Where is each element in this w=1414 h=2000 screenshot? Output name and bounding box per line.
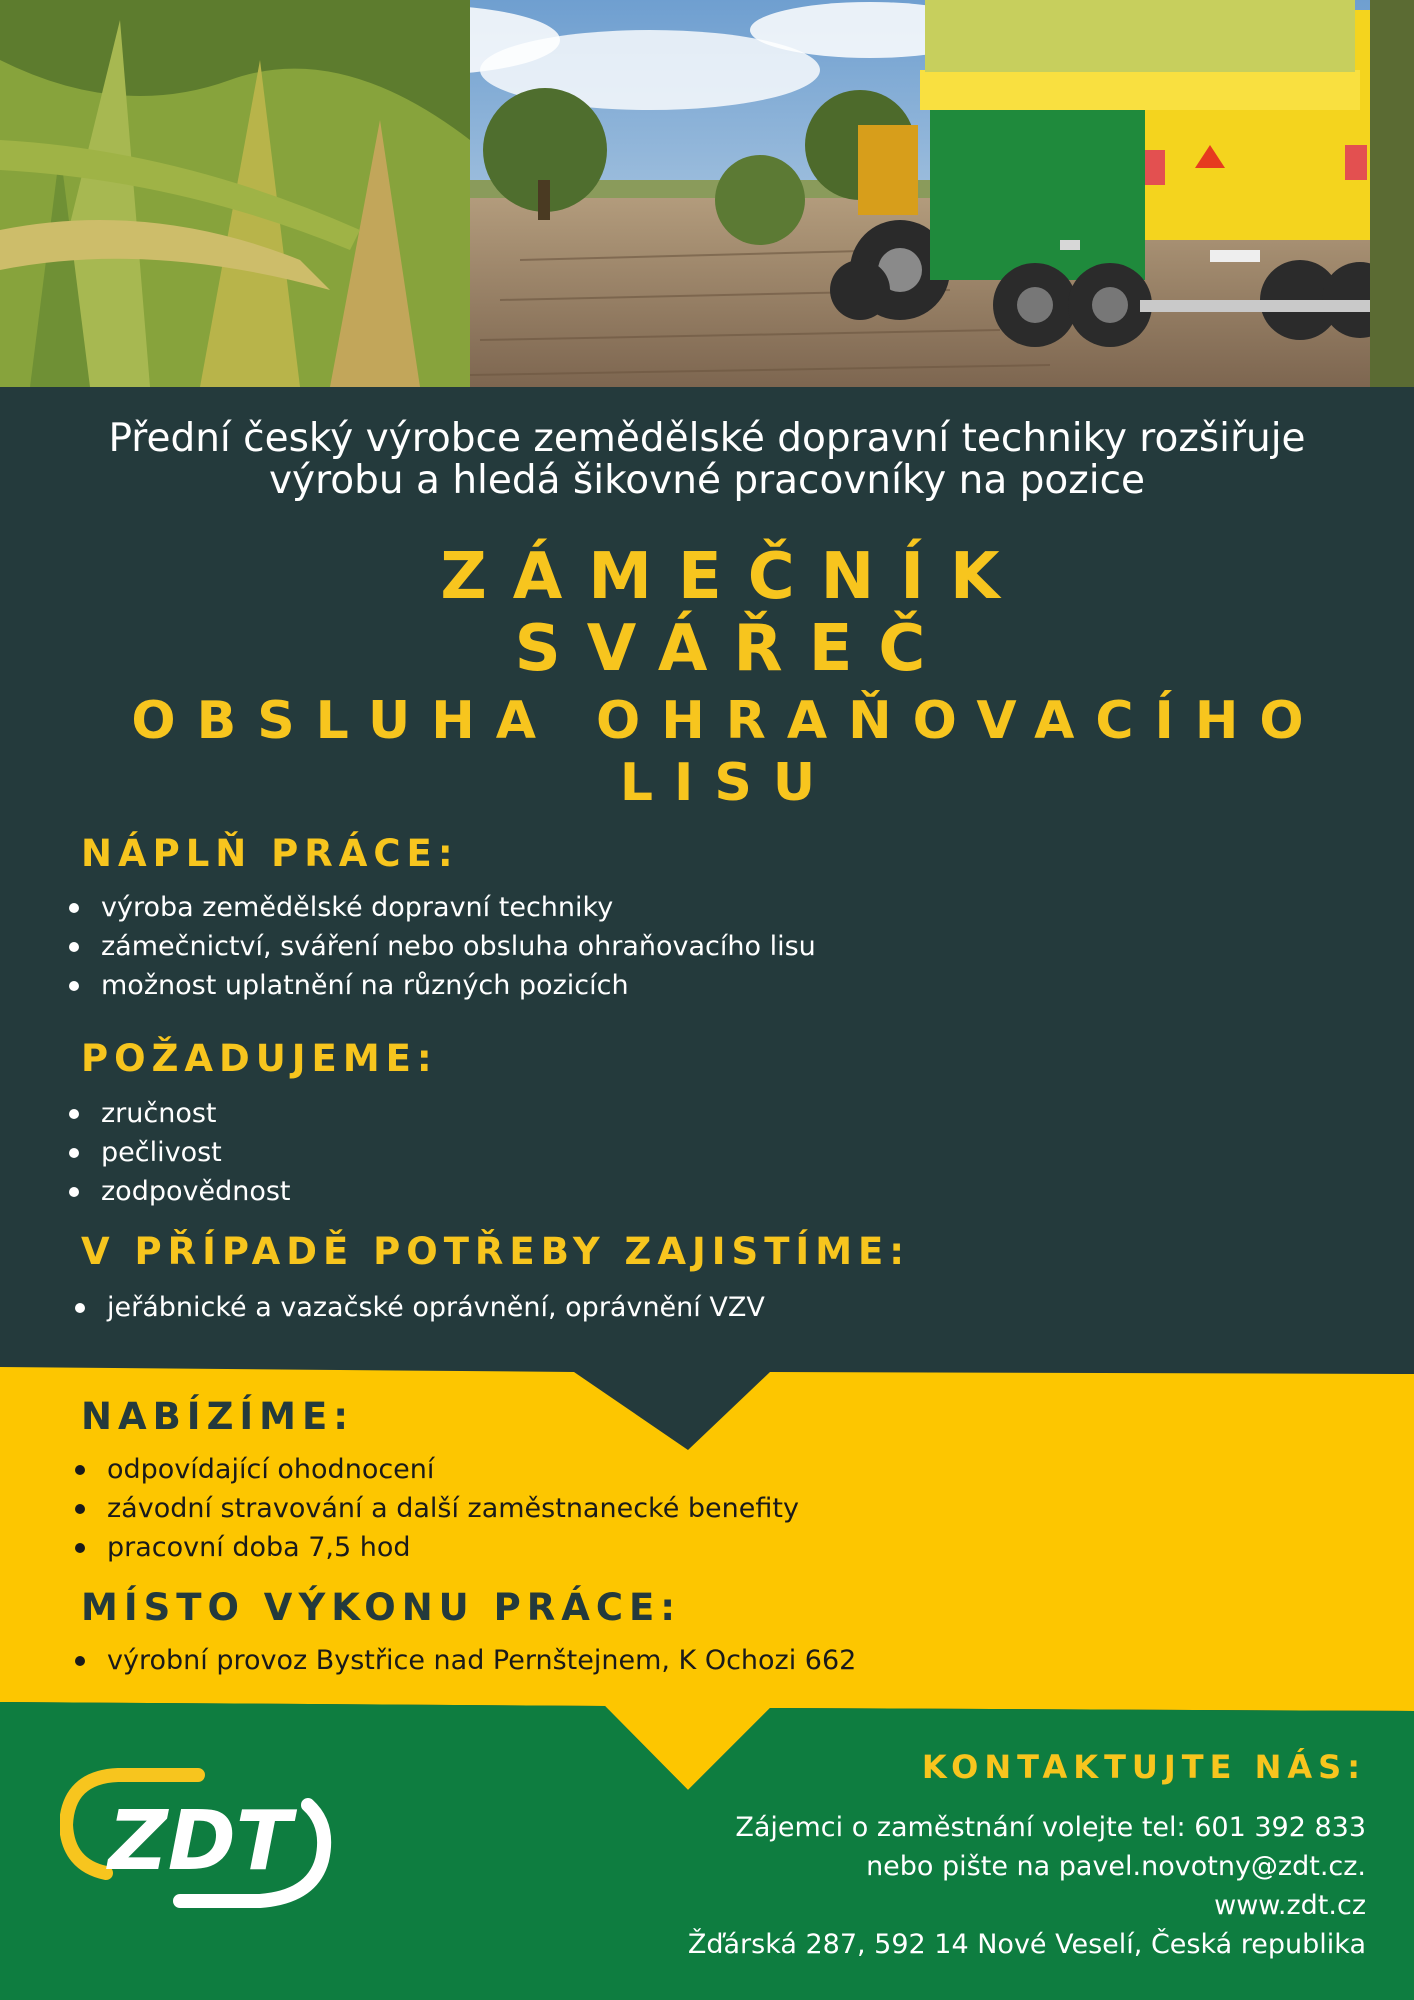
intro-line-1: Přední český výrobce zemědělské dopravní techniky rozšiřuje xyxy=(108,416,1306,461)
napln-prace-list xyxy=(66,888,816,1005)
list-item: možnost uplatnění na různých pozicích xyxy=(66,966,816,1005)
position-title-1: ZÁMEČNÍK xyxy=(440,540,1026,614)
intro-text xyxy=(60,418,1354,502)
logo-text: ZDT xyxy=(108,1794,292,1889)
misto-list xyxy=(72,1641,856,1680)
list-item: výrobní provoz Bystřice nad Pernštejnem, K Ochozi 662 xyxy=(72,1641,856,1680)
position-title-3: OBSLUHA OHRAŇOVACÍHO xyxy=(131,691,1325,751)
list-item: pracovní doba 7,5 hod xyxy=(72,1528,799,1567)
list-item: výroba zemědělské dopravní techniky xyxy=(66,888,816,927)
contact-address: Žďárská 287, 592 14 Nové Veselí, Česká republika xyxy=(687,1929,1366,1960)
list-item: závodní stravování a další zaměstnanecké benefity xyxy=(72,1489,799,1528)
zdt-logo xyxy=(60,1765,340,1915)
contact-info xyxy=(688,1808,1366,1964)
section-heading-napln-prace: NÁPLŇ PRÁCE: xyxy=(81,832,459,875)
list-item: pečlivost xyxy=(66,1133,291,1172)
section-heading-misto: MÍSTO VÝKONU PRÁCE: xyxy=(81,1586,682,1629)
nabizime-list xyxy=(72,1450,799,1567)
list-item: jeřábnické a vazačské oprávnění, oprávnění VZV xyxy=(72,1288,765,1327)
contact-phone: Zájemci o zaměstnání volejte tel: 601 392 833 xyxy=(735,1812,1366,1843)
pozadujeme-list xyxy=(66,1094,291,1211)
position-title-4: LISU xyxy=(619,753,837,813)
contact-heading: KONTAKTUJTE NÁS: xyxy=(921,1748,1366,1786)
position-title-2: SVÁŘEČ xyxy=(514,612,952,686)
list-item: zámečnictví, sváření nebo obsluha ohraňovacího lisu xyxy=(66,927,816,966)
section-heading-zajistime: V PŘÍPADĚ POTŘEBY ZAJISTÍME: xyxy=(81,1230,911,1273)
intro-line-2: výrobu a hledá šikovné pracovníky na pozice xyxy=(268,458,1146,503)
contact-website[interactable]: www.zdt.cz xyxy=(1214,1890,1366,1921)
zajistime-list xyxy=(72,1288,765,1327)
contact-email[interactable]: nebo pište na pavel.novotny@zdt.cz. xyxy=(866,1851,1366,1882)
section-heading-pozadujeme: POŽADUJEME: xyxy=(81,1037,438,1080)
list-item: zručnost xyxy=(66,1094,291,1133)
section-heading-nabizime: NABÍZÍME: xyxy=(81,1395,355,1438)
list-item: odpovídající ohodnocení xyxy=(72,1450,799,1489)
list-item: zodpovědnost xyxy=(66,1172,291,1211)
